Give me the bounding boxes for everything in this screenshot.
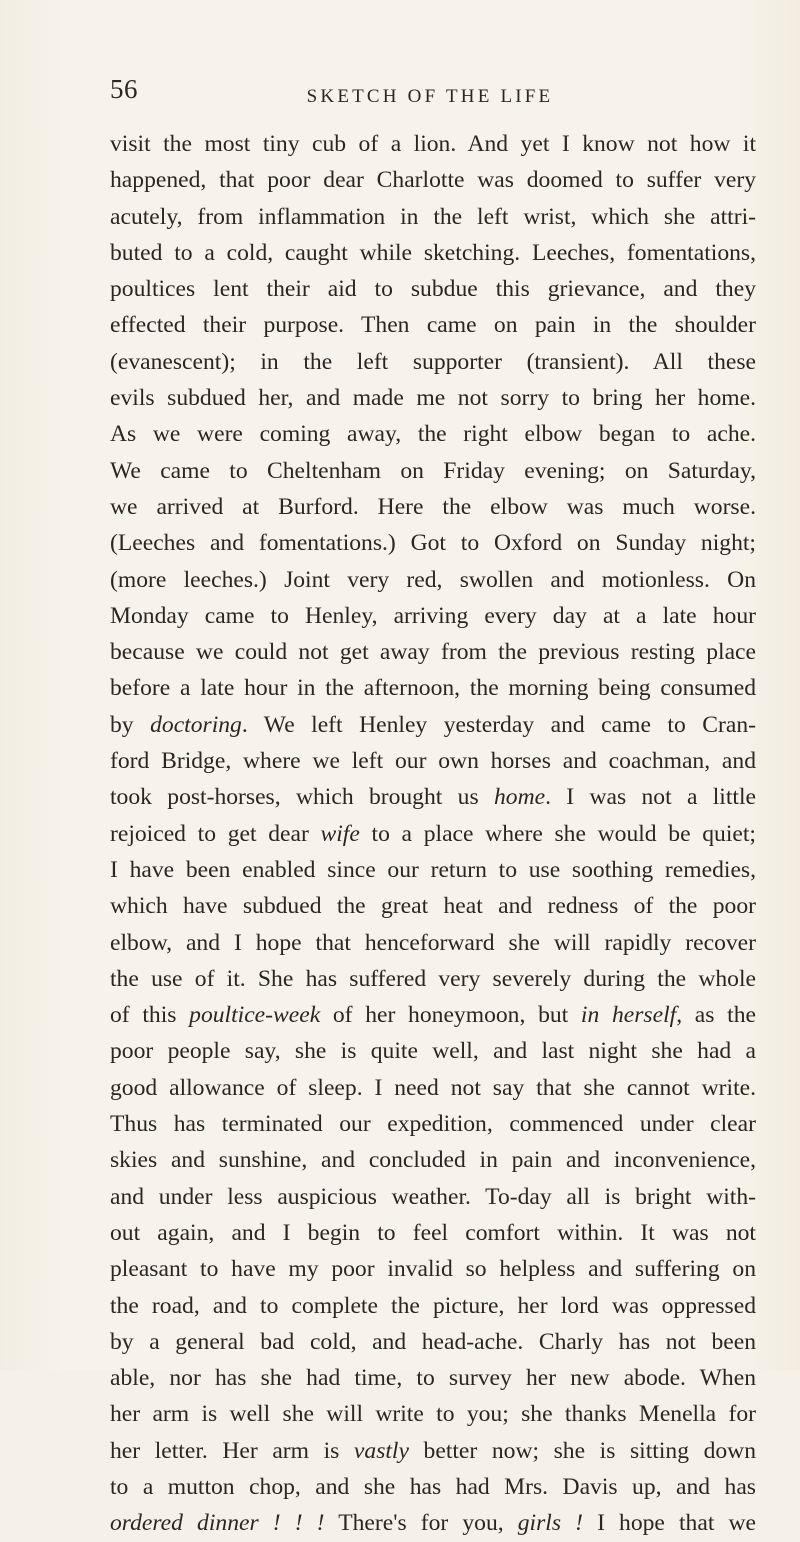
text-line [110, 1360, 756, 1396]
text-segment: because we could not get away from the previous resting place [110, 639, 756, 666]
text-segment: Monday came to Henley, arriving every day at a late hour [110, 602, 756, 629]
text-segment: (more leeches.) Joint very red, swollen and motionless. On [110, 566, 756, 593]
text-line [110, 489, 756, 525]
text-segment: which have subdued the great heat and redness of the poor [110, 893, 756, 920]
text-line [110, 852, 756, 888]
text-line [110, 670, 756, 706]
text-line [110, 525, 756, 561]
text-segment: her arm is well she will write to you; she thanks Menella for [110, 1401, 756, 1428]
text-line [110, 1215, 756, 1251]
text-line [110, 634, 756, 670]
text-line [110, 1070, 756, 1106]
text-segment: I have been enabled since our return to use soothing remedies, [110, 856, 756, 883]
text-line [110, 997, 756, 1033]
text-segment: by [110, 711, 151, 738]
text-segment: before a late hour in the afternoon, the morning being consumed [110, 675, 756, 702]
italic-text: in herself [580, 1002, 677, 1029]
italic-text: wife [320, 820, 360, 847]
text-line [110, 779, 756, 815]
text-segment: good allowance of sleep. I need not say that she cannot write. [110, 1074, 756, 1101]
text-line [110, 707, 756, 743]
italic-text: home [493, 784, 546, 811]
text-line [110, 126, 756, 162]
text-segment: Thus has terminated our expedition, commenced under clear [110, 1111, 756, 1138]
text-segment: evils subdued her, and made me not sorry to bring her home. [110, 385, 756, 412]
text-line [110, 271, 756, 307]
text-line [110, 235, 756, 271]
text-segment: the use of it. She has suffered very severely during the whole [110, 965, 756, 992]
text-line [110, 1106, 756, 1142]
text-line [110, 1396, 756, 1432]
text-segment: out again, and I begin to feel comfort within. It was not [110, 1219, 756, 1246]
text-segment: As we were coming away, the right elbow began to ache. [110, 421, 756, 448]
text-segment: took post-horses, which brought us [110, 784, 494, 811]
text-segment: to a mutton chop, and she has had Mrs. Davis up, and has [110, 1473, 756, 1500]
page-number: 56 [110, 74, 138, 104]
text-segment: her letter. Her arm is [110, 1437, 354, 1464]
text-segment: . I was not a little [545, 784, 756, 811]
text-line [110, 344, 756, 380]
italic-text: vastly [353, 1437, 409, 1464]
text-line [110, 1033, 756, 1069]
text-segment: and under less auspicious weather. To-day all is bright with- [110, 1183, 756, 1210]
text-line [110, 1179, 756, 1215]
text-segment: elbow, and I hope that henceforward she will rapidly recover [110, 929, 756, 956]
text-line [110, 1505, 756, 1541]
text-line [110, 199, 756, 235]
text-segment: poor people say, she is quite well, and last night she had a [110, 1038, 756, 1065]
text-segment: (Leeches and fomentations.) Got to Oxford on Sunday night; [110, 530, 756, 557]
text-line [110, 1324, 756, 1360]
text-line [110, 1469, 756, 1505]
text-segment: acutely, from inflammation in the left wrist, which she attri- [110, 203, 756, 230]
text-segment: rejoiced to get dear [110, 820, 321, 847]
italic-text: girls ! [517, 1510, 583, 1537]
text-line [110, 1433, 756, 1469]
text-line [110, 562, 756, 598]
italic-text: ordered dinner ! ! ! [110, 1510, 325, 1537]
text-line [110, 1251, 756, 1287]
text-segment: (evanescent); in the left supporter (transient). All these [110, 348, 756, 375]
text-line [110, 598, 756, 634]
text-segment: we arrived at Burford. Here the elbow was much worse. [110, 493, 756, 520]
text-segment: . We left Henley yesterday and came to Cran- [241, 711, 756, 738]
text-segment: ford Bridge, where we left our own horses and coachman, and [110, 748, 756, 775]
text-segment: effected their purpose. Then came on pain in the shoulder [110, 312, 756, 339]
text-line [110, 743, 756, 779]
text-line [110, 816, 756, 852]
italic-text: doctoring [150, 711, 242, 738]
text-line [110, 925, 756, 961]
text-segment: by a general bad cold, and head-ache. Charly has not been [110, 1328, 756, 1355]
running-head: SKETCH OF THE LIFE [306, 86, 554, 107]
text-line [110, 961, 756, 997]
text-line [110, 888, 756, 924]
text-segment: , as the [676, 1002, 756, 1029]
text-segment: to a place where she would be quiet; [359, 820, 756, 847]
text-segment: of her honeymoon, but [320, 1002, 581, 1029]
text-segment: I hope that we [582, 1510, 756, 1537]
text-segment: visit the most tiny cub of a lion. And yet I know not how it [110, 131, 756, 157]
text-segment: able, nor has she had time, to survey her new abode. When [110, 1365, 756, 1392]
italic-text: poultice-week [189, 1002, 321, 1029]
text-segment: poultices lent their aid to subdue this grievance, and they [110, 276, 756, 303]
text-segment: buted to a cold, caught while sketching. Leeches, fomentations, [110, 239, 756, 266]
text-segment: the road, and to complete the picture, her lord was oppressed [110, 1292, 756, 1319]
text-line [110, 1288, 756, 1324]
page-header [110, 74, 750, 110]
text-line [110, 453, 756, 489]
text-segment: There's for you, [324, 1510, 518, 1537]
text-segment: of this [110, 1002, 190, 1029]
text-segment: skies and sunshine, and concluded in pain and inconvenience, [110, 1147, 756, 1174]
text-segment: happened, that poor dear Charlotte was doomed to suffer very [110, 167, 756, 194]
text-line [110, 1142, 756, 1178]
text-line [110, 162, 756, 198]
text-line [110, 380, 756, 416]
body-text [110, 126, 756, 1542]
text-segment: pleasant to have my poor invalid so helpless and suffering on [110, 1256, 756, 1283]
text-segment: better now; she is sitting down [408, 1437, 757, 1464]
text-segment: We came to Cheltenham on Friday evening; on Saturday, [110, 457, 756, 484]
text-line [110, 416, 756, 452]
text-line [110, 307, 756, 343]
